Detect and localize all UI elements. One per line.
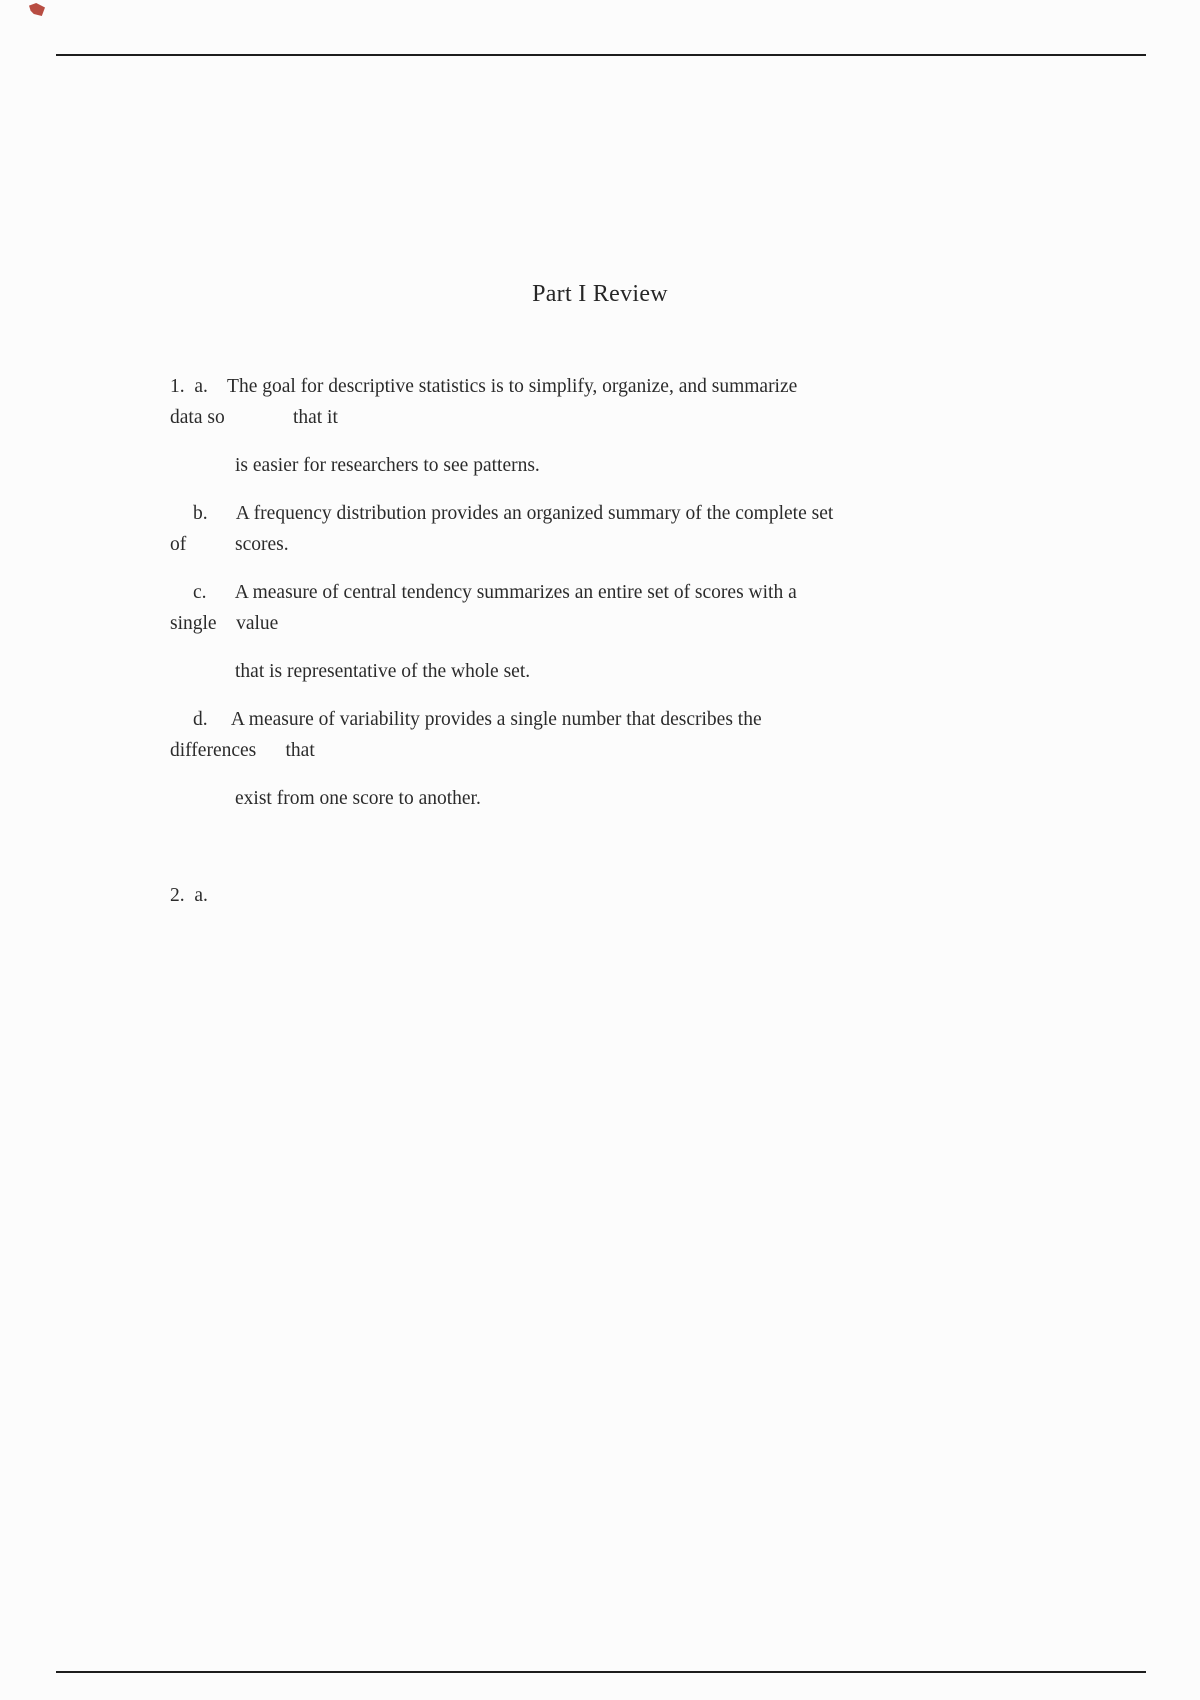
text-line-2a: 2. a. <box>170 885 208 906</box>
document-body <box>170 371 1050 911</box>
red-annotation-mark <box>29 3 45 16</box>
text-line-1d-part1: d. A measure of variability provides a single number that describes the <box>193 709 762 730</box>
top-rule <box>56 54 1146 56</box>
text-line-1b-part2: of scores. <box>170 534 289 555</box>
text-line-1c-part1: c. A measure of central tendency summarizes an entire set of scores with a <box>193 582 797 603</box>
page-title: Part I Review <box>532 281 668 307</box>
text-line-1a-part2: data so that it <box>170 407 338 428</box>
bottom-rule <box>56 1671 1146 1673</box>
text-line-1c-part2: single value <box>170 613 279 634</box>
text-line-1d-part2: differences that <box>170 740 315 761</box>
text-line-1d-part3: exist from one score to another. <box>235 788 481 809</box>
text-line-1b-part1: b. A frequency distribution provides an organized summary of the complete set <box>193 503 834 524</box>
text-line-1a-part1: 1. a. The goal for descriptive statistics is to simplify, organize, and summarize <box>170 376 798 397</box>
text-line-1c-part3: that is representative of the whole set. <box>235 661 531 682</box>
text-line-1a-part3: is easier for researchers to see patterns. <box>235 455 540 476</box>
